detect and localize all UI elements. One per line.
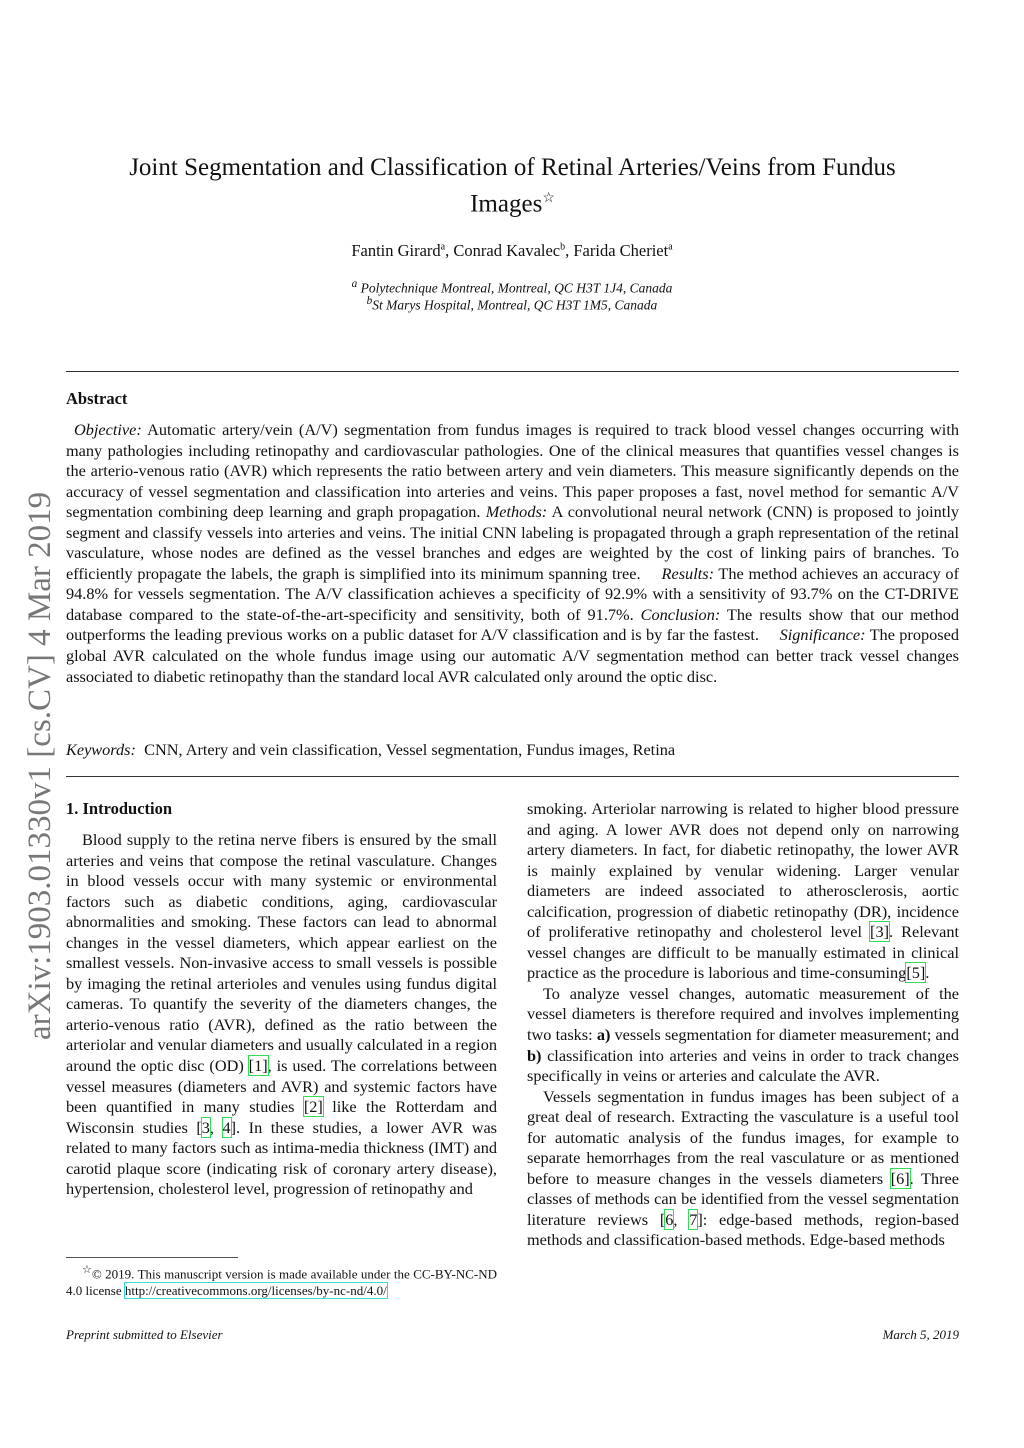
citation-link[interactable]: 3 [201, 1117, 210, 1137]
citation-link[interactable]: [5] [906, 963, 926, 983]
affiliation [0, 278, 1024, 297]
text-run: . Relevant vessel changes are difficult to be manually estimated in clinical practice as the procedure is laborious and time-consuming [527, 922, 959, 983]
text-run: The method achieves an accuracy of 94.8% for vessels segmentation. The A/V classification achieves a specificity of 92.9% with a sensitivity of 93.7% on the CT-DRIVE database compared to the state-of-the-art-specificity and sensitivity, both of 91.7%. [66, 563, 959, 624]
divider [66, 776, 959, 777]
list-marker: a) [596, 1025, 611, 1045]
text-run: Blood supply to the retina nerve fibers is ensured by the small arteries and veins that compose the retinal vasculature. Changes in blood vessels occur with many systemic or environmental factors such as diabetic conditions, aging, cardiovascular abnormalities and smoking. These factors can lead to abnormal changes in the vessel diameters, which appear earliest on the smallest vessels. Non-invasive access to small vessels is possible by imaging the retinal arterioles and venules using fundus digital cameras. To quantify the severity of the diameters changes, the arterio-venous ratio (AVR), defined as the ratio between the arteriolar and venular diameters and usually calculated in a region around the optic disc (OD) [66, 830, 497, 1076]
text-run: vessels segmentation for diameter measurement; and [610, 1025, 960, 1045]
text-run: classification into arteries and veins in order to track changes specifically in veins or arteries and calculate the AVR. [527, 1045, 959, 1086]
section-heading: 1. Introduction [66, 799, 173, 818]
author-affiliation-mark: a [440, 241, 446, 253]
footnote [66, 1262, 497, 1299]
title-text: Joint Segmentation and Classification of Retinal Arteries/Veins from Fundus Images [129, 154, 896, 218]
footnote-rule [66, 1257, 238, 1258]
affiliation-text: Polytechnique Montreal, Montreal, QC H3T 1J4, Canada [357, 280, 673, 296]
text-run: Vessels segmentation in fundus images has been subject of a great deal of research. Extracting the vasculature is a useful tool for automatic analysis of the fundus images, for example to separate hemorrhages from the real vasculature or as mentioned before to measure changes in the vessels diameters [527, 1086, 959, 1188]
right-column [527, 799, 959, 1251]
affiliation-mark: a [351, 278, 358, 290]
citation-link[interactable]: 4 [222, 1117, 231, 1137]
arxiv-stamp: arXiv:1903.01330v1 [cs.CV] 4 Mar 2019 [22, 491, 58, 1040]
footnote-mark: ☆ [82, 1264, 92, 1276]
text-run: ]. In these studies, a lower AVR was related to many factors such as intima-media thickness (IMT) and carotid plaque score (indicating risk of coronary artery disease), hypertension, cholesterol level, progression of retinopathy and [66, 1117, 498, 1199]
text-run: The proposed global AVR calculated on the whole fundus image using our automatic A/V segmentation method can better track vessel changes associated to diabetic retinopathy than the standard local AVR calculated only around the optic disc. [66, 625, 959, 686]
section-label: Results: [661, 563, 714, 583]
paper-title [90, 152, 935, 219]
author-list: Fantin Girard$^a$, Conrad Kavalec$^b$, Farida Cheriet$^a$ [351, 241, 673, 260]
paragraph [527, 799, 959, 984]
paragraph [527, 984, 959, 1087]
text-run: , [673, 1209, 690, 1229]
left-column [66, 830, 497, 1200]
footer-preprint: Preprint submitted to Elsevier [66, 1327, 223, 1342]
paragraph [527, 1087, 959, 1251]
keywords-text: CNN, Artery and vein classification, Vessel segmentation, Fundus images, Retina [144, 740, 676, 759]
affiliation-mark: b [366, 295, 373, 307]
text-run: , is used. The correlations between vessel measures (diameters and AVR) and systemic factors have been quantified in many studies [66, 1056, 498, 1117]
keywords-label: Keywords: [66, 740, 136, 759]
section-label: Conclusion: [640, 604, 721, 624]
citation-link[interactable]: 6 [665, 1209, 674, 1229]
abstract-body [66, 420, 959, 687]
author-affiliation-mark: b [560, 241, 566, 253]
citation-link[interactable]: [1] [248, 1056, 268, 1076]
citation-link[interactable]: [3] [870, 922, 890, 942]
section-label: Significance: [779, 625, 866, 645]
author: Farida Cheriet [573, 241, 669, 260]
author: Conrad Kavalec [453, 241, 561, 260]
text-run: To analyze vessel changes, automatic measurement of the vessel diameters is therefore required and involves implementing two tasks: [527, 983, 959, 1045]
affiliation [0, 295, 1024, 314]
affiliation-text: St Marys Hospital, Montreal, QC H3T 1M5, Canada [372, 297, 658, 313]
text-run: like the Rotterdam and Wisconsin studies [ [66, 1097, 497, 1137]
paragraph [66, 830, 497, 1200]
license-link[interactable]: http://creativecommons.org/licenses/by-nc-nd/4.0/ [124, 1283, 387, 1299]
text-run: . [925, 963, 930, 983]
abstract-heading: Abstract [66, 389, 128, 408]
keywords [66, 740, 959, 760]
text-run: ]: edge-based methods, region-based methods and classification-based methods. Edge-based methods [527, 1209, 960, 1250]
citation-link[interactable]: 7 [689, 1209, 698, 1229]
section-label: Methods: [485, 502, 548, 522]
author-affiliation-mark: a [668, 241, 673, 253]
title-footnote-mark: ☆ [542, 191, 555, 206]
footnote-text: © 2019. This manuscript version is made available under the CC-BY-NC-ND 4.0 license [66, 1266, 497, 1299]
divider [66, 371, 959, 372]
text-run: smoking. Arteriolar narrowing is related to higher blood pressure and aging. A lower AVR does not depend only on narrowing artery diameters. In fact, for diabetic retinopathy, the lower AVR is mainly explained by venular widening. Larger venular diameters are indeed associated to atherosclerosis, aortic calcification, progression of diabetic retinopathy (DR), incidence of proliferative retinopathy and cholesterol level [527, 799, 959, 942]
text-run: . Three classes of methods can be identified from the vessel segmentation literature reviews [ [527, 1168, 960, 1229]
text-run: The results show that our method outperforms the leading previous works on a public dataset for A/V classification and is by far the fastest. [66, 604, 959, 645]
citation-link[interactable]: [2] [303, 1097, 323, 1117]
citation-link[interactable]: [6] [890, 1168, 910, 1188]
footer-date: March 5, 2019 [882, 1327, 959, 1342]
text-run: A convolutional neural network (CNN) is proposed to jointly segment and classify vessels into arteries and veins. The initial CNN labeling is propagated through a graph representation of the retinal vasculature, whose nodes are defined as the vessel branches and edges are weighted by the cost of linking pairs of branches. To efficiently propagate the labels, the graph is simplified into its minimum spanning tree. [66, 502, 959, 583]
list-marker: b) [527, 1045, 542, 1065]
author: Fantin Girard [351, 241, 441, 260]
paragraph [66, 420, 959, 687]
text-run: Automatic artery/vein (A/V) segmentation from fundus images is required to track blood vessel changes occurring with many pathologies including retinopathy and cardiovascular pathologies. One of the clinical measures that quantifies vessel changes is the arterio-venous ratio (AVR) which represents the ratio between artery and vein diameters. This measure significantly depends on the accuracy of vessel segmentation and classification into arteries and veins. This paper proposes a fast, novel method for semantic A/V segmentation combining deep learning and graph propagation. [66, 420, 959, 522]
text-run: , [209, 1117, 223, 1137]
section-label: Objective: [74, 420, 142, 439]
